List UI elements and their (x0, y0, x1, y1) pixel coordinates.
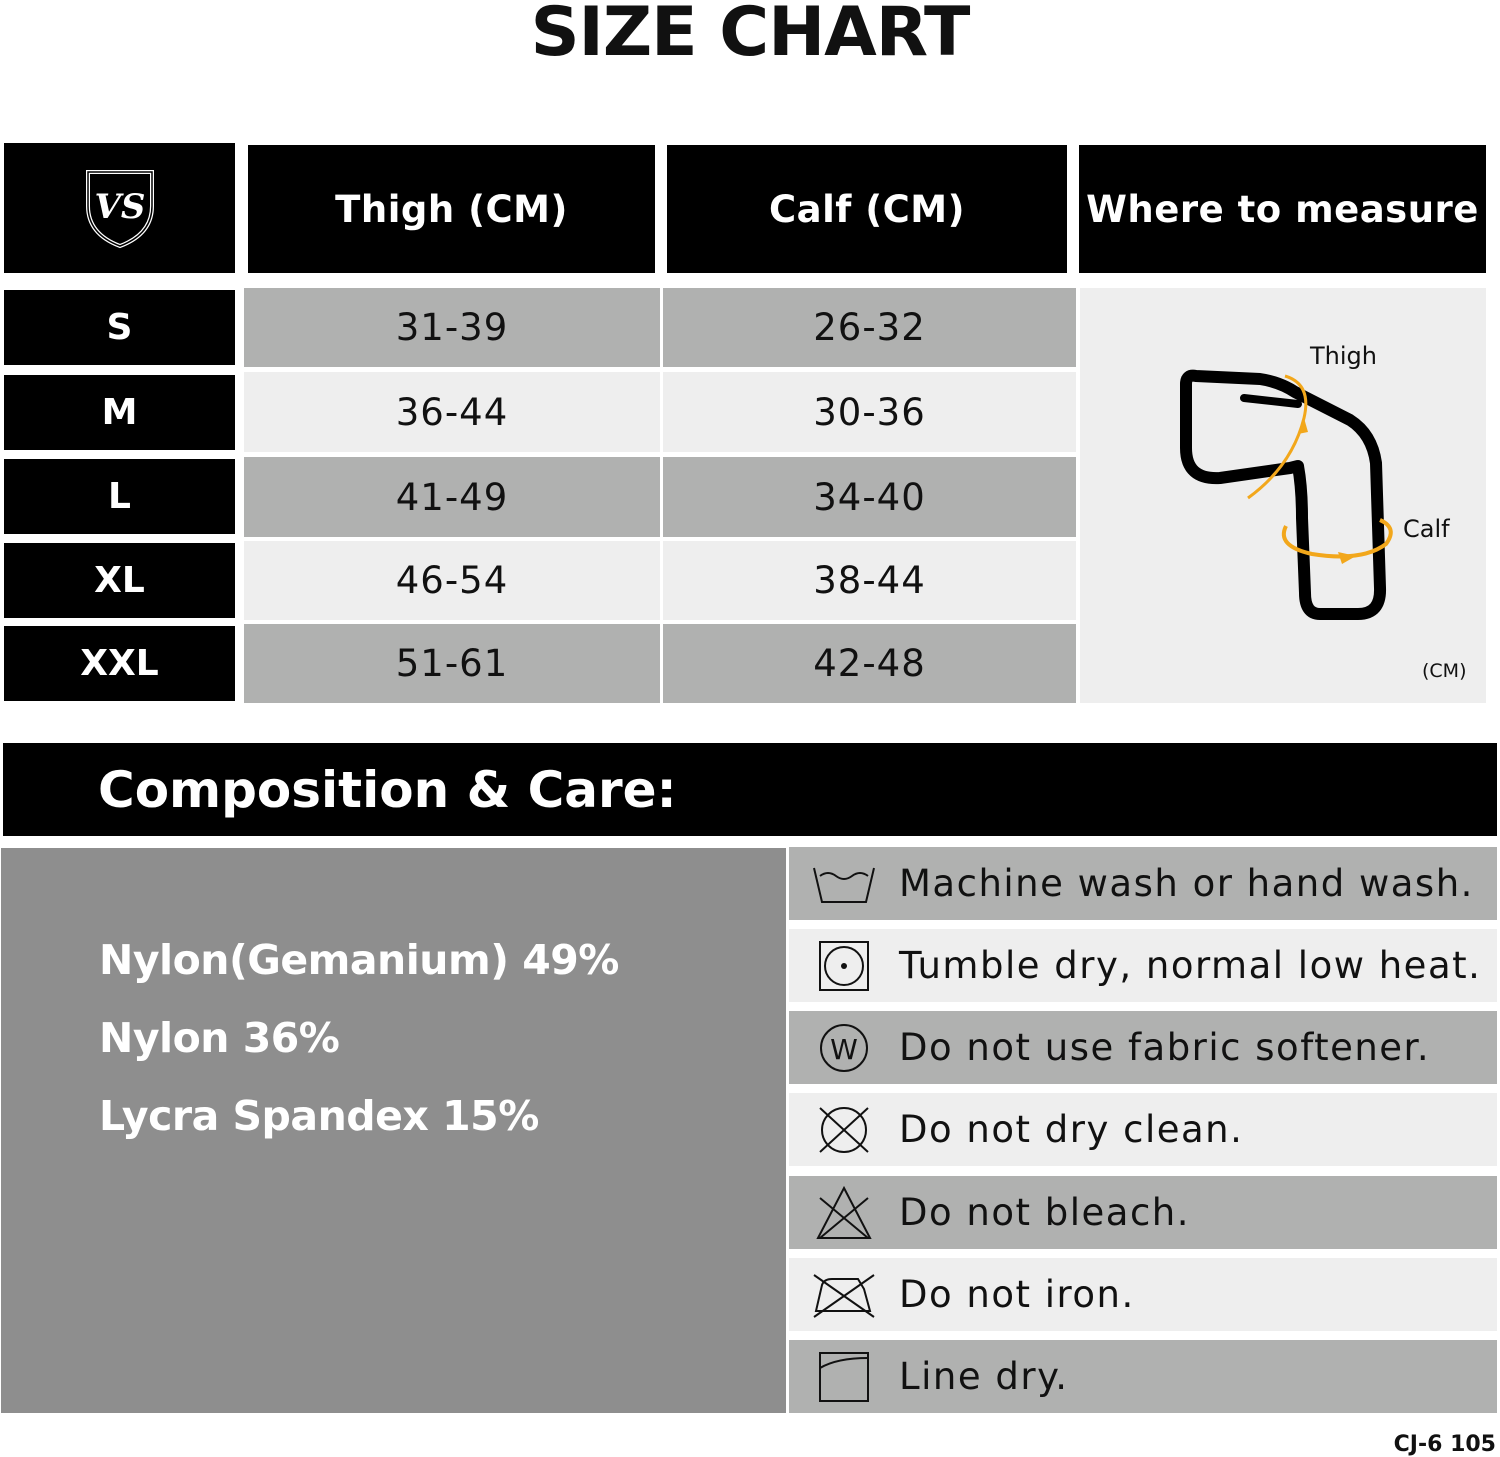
header-where-to-measure: Where to measure (1079, 145, 1486, 273)
size-label-m: M (4, 375, 235, 450)
size-label-xxl: XXL (4, 626, 235, 701)
composition-care-heading: Composition & Care: (3, 743, 1497, 836)
thigh-label: Thigh (1310, 342, 1377, 370)
logo-text: VS (94, 187, 145, 227)
unit-label: (CM) (1422, 660, 1467, 682)
thigh-value: 31-39 (244, 288, 660, 367)
care-item (789, 929, 1497, 1002)
size-label-xl: XL (4, 543, 235, 618)
thigh-value: 51-61 (244, 624, 660, 703)
tumble-dry-icon (817, 939, 871, 993)
care-text: Machine wash or hand wash. (899, 862, 1474, 905)
logo-cell (4, 143, 235, 273)
care-text: Do not dry clean. (899, 1108, 1244, 1151)
wet-clean-icon (817, 1021, 871, 1075)
material-line: Lycra Spandex 15% (99, 1092, 539, 1140)
care-text: Do not bleach. (899, 1191, 1191, 1234)
product-code: CJ-6 105 (1393, 1432, 1496, 1457)
care-text: Tumble dry, normal low heat. (899, 944, 1482, 987)
brand-logo-icon (80, 166, 160, 250)
calf-value: 34-40 (663, 457, 1076, 537)
material-line: Nylon(Gemanium) 49% (99, 936, 619, 984)
thigh-value: 41-49 (244, 457, 660, 537)
thigh-value: 46-54 (244, 541, 660, 620)
care-item (789, 1093, 1497, 1166)
page-title: SIZE CHART (530, 0, 970, 72)
calf-label: Calf (1403, 515, 1450, 543)
care-item (789, 1011, 1497, 1084)
care-text: Do not use fabric softener. (899, 1026, 1431, 1069)
svg-text:W: W (830, 1032, 858, 1066)
header-calf: Calf (CM) (667, 145, 1067, 273)
line-dry-icon (817, 1350, 871, 1404)
measure-diagram-panel (1080, 288, 1486, 703)
composition-panel (1, 848, 786, 1413)
care-text: Do not iron. (899, 1273, 1135, 1316)
care-item (789, 1258, 1497, 1331)
care-item (789, 1176, 1497, 1249)
wash-tub-icon (812, 862, 876, 906)
care-text: Line dry. (899, 1355, 1069, 1398)
calf-value: 30-36 (663, 372, 1076, 452)
knee-sleeve-diagram (1080, 288, 1486, 703)
header-thigh: Thigh (CM) (248, 145, 655, 273)
care-item (789, 847, 1497, 920)
size-label-l: L (4, 459, 235, 534)
material-line: Nylon 36% (99, 1014, 340, 1062)
no-dry-clean-icon (815, 1103, 873, 1157)
calf-value: 38-44 (663, 541, 1076, 620)
thigh-value: 36-44 (244, 372, 660, 452)
size-label-s: S (4, 290, 235, 365)
calf-value: 42-48 (663, 624, 1076, 703)
calf-value: 26-32 (663, 288, 1076, 367)
care-item (789, 1340, 1497, 1413)
no-bleach-icon (814, 1184, 874, 1242)
no-iron-icon (812, 1271, 876, 1319)
